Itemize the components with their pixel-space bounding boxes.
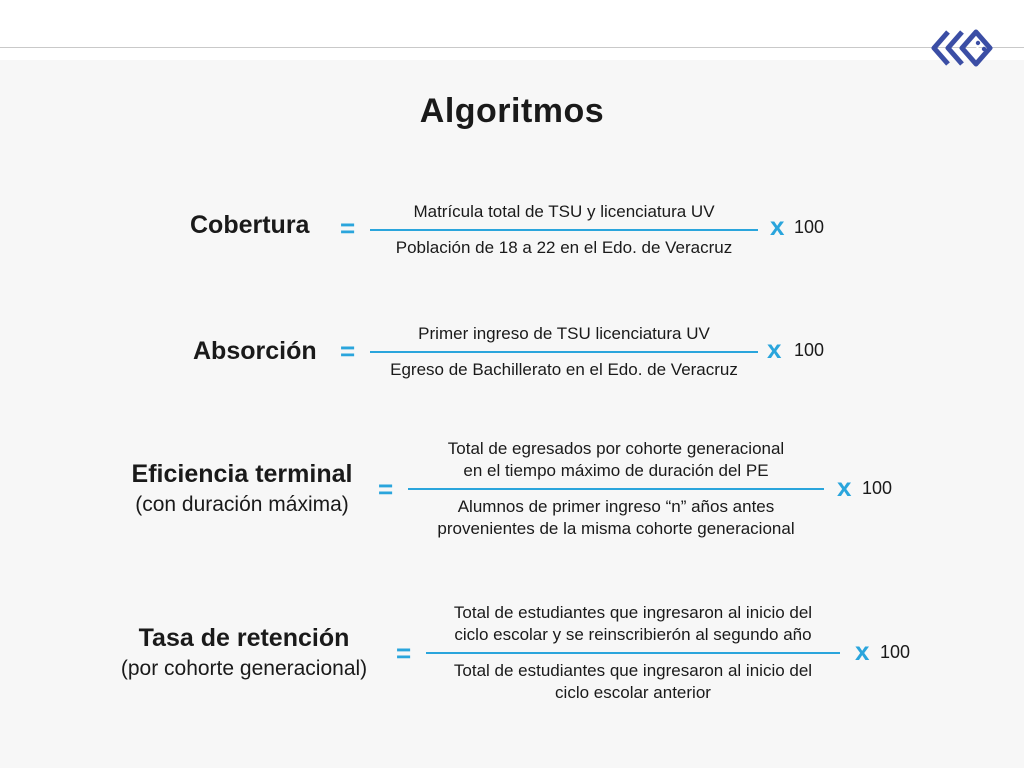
- multiplier: 100: [794, 217, 825, 237]
- times-sign: x: [767, 334, 782, 364]
- fraction-eficiencia: [408, 438, 824, 540]
- formula-label-eficiencia: [112, 460, 372, 517]
- times-sign: x: [770, 211, 785, 241]
- fraction-bar: [426, 652, 840, 654]
- fraction-bar: [370, 351, 758, 353]
- denominator-line: provenientes de la misma cohorte generacional: [437, 519, 795, 538]
- multiplier: 100: [794, 340, 825, 360]
- equals-sign: =: [340, 336, 356, 366]
- formula-label-absorcion: [193, 337, 317, 366]
- formula-name: Absorción: [193, 337, 317, 365]
- denominator-line: Población de 18 a 22 en el Edo. de Veracruz: [395, 238, 733, 257]
- equals-sign: =: [378, 474, 394, 504]
- numerator-line: Total de estudiantes que ingresaron al inicio del: [453, 603, 813, 622]
- fraction-bar: [370, 229, 758, 231]
- denominator-line: ciclo escolar anterior: [555, 683, 711, 702]
- times-sign: x: [837, 472, 852, 502]
- institution-logo-icon: [928, 26, 1002, 70]
- numerator-line: en el tiempo máximo de duración del PE: [463, 461, 769, 480]
- denominator-line: Egreso de Bachillerato en el Edo. de Veracruz: [390, 360, 738, 379]
- multiplier: 100: [862, 478, 893, 498]
- equals-sign: =: [396, 638, 412, 668]
- formula-name: Eficiencia terminal: [131, 460, 353, 488]
- denominator-line: Alumnos de primer ingreso “n” años antes: [457, 497, 775, 516]
- formula-name: Cobertura: [190, 211, 310, 239]
- multiplier: 100: [880, 642, 911, 662]
- formula-subtitle: (con duración máxima): [135, 493, 349, 516]
- equals-sign: =: [340, 213, 356, 243]
- fraction-bar: [408, 488, 824, 490]
- fraction-cobertura: [370, 201, 758, 259]
- numerator-line: Primer ingreso de TSU licenciatura UV: [418, 324, 710, 343]
- numerator-line: Matrícula total de TSU y licenciatura UV: [413, 202, 715, 221]
- fraction-retencion: [426, 602, 840, 704]
- formula-name: Tasa de retención: [138, 624, 350, 652]
- numerator-line: Total de egresados por cohorte generacional: [447, 439, 785, 458]
- page-title: Algoritmos: [419, 92, 605, 130]
- denominator-line: Total de estudiantes que ingresaron al inicio del: [453, 661, 813, 680]
- formula-subtitle: (por cohorte generacional): [120, 657, 368, 680]
- times-sign: x: [855, 636, 870, 666]
- header-divider: [0, 47, 1024, 48]
- numerator-line: ciclo escolar y se reinscribierón al segundo año: [454, 625, 812, 644]
- fraction-absorcion: [370, 323, 758, 381]
- formula-label-retencion: [104, 624, 384, 681]
- formula-label-cobertura: [190, 211, 309, 240]
